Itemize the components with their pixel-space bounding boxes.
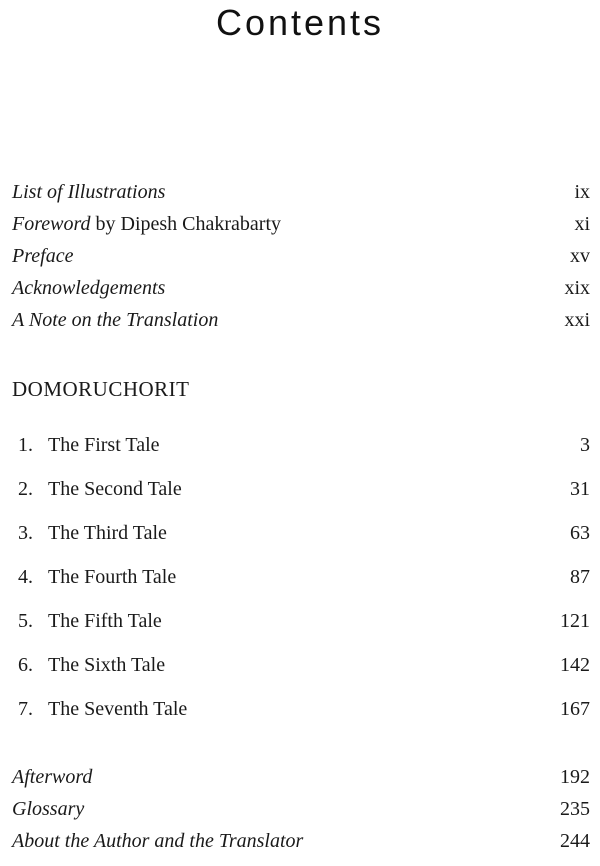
entry-title: Preface <box>12 245 74 267</box>
chapter-page-number: 87 <box>570 566 590 588</box>
entry-page-number: xxi <box>564 309 590 331</box>
chapter-page-number: 121 <box>560 610 590 632</box>
chapter-number: 4. <box>18 566 33 588</box>
toc-entry-preface[interactable] <box>12 244 590 268</box>
chapter-page-number: 31 <box>570 478 590 500</box>
entry-page-number: xix <box>564 277 590 299</box>
chapter-number: 6. <box>18 654 33 676</box>
toc-chapter-1[interactable] <box>12 433 590 457</box>
toc-entry-about-author-translator[interactable] <box>12 829 590 853</box>
chapter-page-number: 63 <box>570 522 590 544</box>
entry-page-number: xi <box>574 213 590 235</box>
chapter-number: 5. <box>18 610 33 632</box>
toc-entry-acknowledgements[interactable] <box>12 276 590 300</box>
chapter-title: The Third Tale <box>48 522 167 544</box>
chapter-number: 3. <box>18 522 33 544</box>
entry-title: About the Author and the Translator <box>12 830 304 852</box>
entry-title: Acknowledgements <box>12 277 166 299</box>
entry-title: Foreword <box>12 213 91 235</box>
entry-title: Glossary <box>12 798 85 820</box>
chapter-page-number: 167 <box>560 698 590 720</box>
toc-chapter-3[interactable] <box>12 521 590 545</box>
toc-chapter-6[interactable] <box>12 653 590 677</box>
chapter-page-number: 3 <box>580 434 590 456</box>
chapter-number: 2. <box>18 478 33 500</box>
chapter-number: 7. <box>18 698 33 720</box>
chapter-page-number: 142 <box>560 654 590 676</box>
entry-page-number: 244 <box>560 830 590 852</box>
entry-title-extra: by Dipesh Chakrabarty <box>90 213 282 235</box>
entry-page-number: 192 <box>560 766 590 788</box>
toc-entry-glossary[interactable] <box>12 797 590 821</box>
chapter-number: 1. <box>18 434 33 456</box>
chapter-title: The Fourth Tale <box>48 566 177 588</box>
toc-chapter-4[interactable] <box>12 565 590 589</box>
entry-page-number: 235 <box>560 798 590 820</box>
entry-title: List of Illustrations <box>12 181 166 203</box>
chapter-title: The First Tale <box>48 434 160 456</box>
chapter-title: The Second Tale <box>48 478 182 500</box>
toc-entry-afterword[interactable] <box>12 765 590 789</box>
chapter-title: The Sixth Tale <box>48 654 166 676</box>
toc-entry-note-on-translation[interactable] <box>12 308 590 332</box>
entry-title: A Note on the Translation <box>12 309 219 331</box>
entry-title: Afterword <box>12 766 93 788</box>
toc-entry-list-of-illustrations[interactable] <box>12 180 590 204</box>
toc-chapter-2[interactable] <box>12 477 590 501</box>
page-title: Contents <box>215 2 385 43</box>
chapter-title: The Seventh Tale <box>48 698 188 720</box>
toc-chapter-7[interactable] <box>12 697 590 721</box>
entry-page-number: xv <box>570 245 590 267</box>
chapter-title: The Fifth Tale <box>48 610 162 632</box>
toc-chapter-5[interactable] <box>12 609 590 633</box>
part-heading: DOMORUCHORIT <box>12 377 190 401</box>
toc-entry-foreword[interactable] <box>12 212 590 236</box>
entry-page-number: ix <box>574 181 590 203</box>
